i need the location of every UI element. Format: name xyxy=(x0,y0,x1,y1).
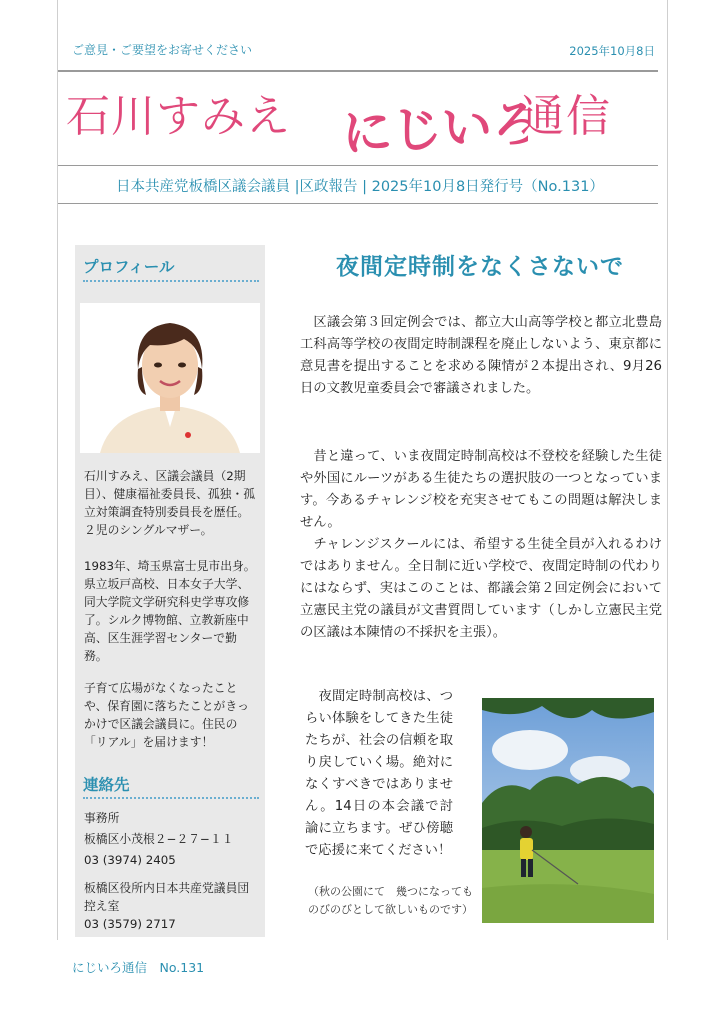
profile-photo xyxy=(80,303,260,453)
office-address: 板橋区小茂根２−２７−１１ xyxy=(84,832,234,846)
title-niji-logo xyxy=(338,88,528,160)
article-paragraph-4: 夜間定時制高校は、つらい体験をしてきた生徒たちが、社会の信頼を取り戻していく場。絶対になくすべきではありません。14日の本会議で討論に立ちます。ぜひ傍聴で応援に来てください！ xyxy=(305,689,453,858)
profile-text-3: 子育て広場がなくなったことや、保育園に落ちたことがきっかけで区議会議員に。住民の「リアル」を届けます！ xyxy=(84,681,249,749)
divider xyxy=(58,70,658,72)
council-room-label: 板橋区役所内日本共産党議員団控え室 xyxy=(84,881,250,913)
subtitle: 日本共産党板橋区議会議員 |区政報告 | 2025年10月8日発行号（No.131） xyxy=(116,179,604,195)
sidebar xyxy=(75,245,265,937)
profile-heading: プロフィール xyxy=(83,258,175,276)
council-room-phone: 03 (3579) 2717 xyxy=(84,917,176,931)
park-photo-graphic xyxy=(482,698,654,923)
left-frame-line xyxy=(57,0,58,940)
niji-logo-graphic xyxy=(338,88,528,160)
divider xyxy=(58,165,658,166)
profile-photo-graphic xyxy=(80,303,260,453)
niji-logo-text: にじいろ xyxy=(340,94,528,160)
feedback-link[interactable]: ご意見・ご要望をお寄せください xyxy=(72,43,253,57)
article-paragraph-3: チャレンジスクールには、希望する生徒全員が入れるわけではありません。全日制に近い学校で、夜間定時制の代わりにはならず、実はこのことは、都議会第２回定例会において立憲民主党の議員が文書質問しています（しかし立憲民主党の区議は本陳情の不採択を主張）。 xyxy=(300,537,662,640)
profile-text-1: 石川すみえ、区議会議員（2期目）、健康福祉委員長、孤独・孤立対策調査特別委員長を歴任。２児のシングルマザー。 xyxy=(84,469,256,537)
article-paragraph-2: 昔と違って、いま夜間定時制高校は不登校を経験した生徒や外国にルーツがある生徒たちの選択肢の一つとなっています。今あるチャレンジ校を充実させてもこの問題は解決しません。 xyxy=(300,449,662,530)
issue-date: 2025年10月8日 xyxy=(569,44,655,58)
dotted-divider xyxy=(83,280,259,282)
photo-caption: （秋の公園にて 幾つになってものびのびとして欲しいものです） xyxy=(308,885,473,916)
title-name: 石川すみえ xyxy=(66,91,291,142)
right-frame-line xyxy=(667,0,668,940)
office-phone: 03 (3974) 2405 xyxy=(84,853,176,867)
office-label: 事務所 xyxy=(84,811,120,825)
park-photo xyxy=(482,698,654,923)
title-tsushin: 通信 xyxy=(520,91,612,142)
profile-text-2: 1983年、埼玉県富士見市出身。県立坂戸高校、日本女子大学、同大学院文学研究科史学専攻修了。シルク博物館、立教新座中高、区生涯学習センターで勤務。 xyxy=(84,559,256,663)
contact-heading: 連絡先 xyxy=(83,776,130,794)
footer-label: にじいろ通信 No.131 xyxy=(72,960,205,975)
dotted-divider xyxy=(83,797,259,799)
divider xyxy=(58,203,658,204)
article-paragraph-1: 区議会第３回定例会では、都立大山高等学校と都立北豊島工科高等学校の夜間定時制課程を廃止しないよう、東京都に意見書を提出することを求める陳情が２本提出され、9月26日の文教児童委員会で審議されました。 xyxy=(300,315,662,396)
article-title: 夜間定時制をなくさないで xyxy=(336,254,624,280)
